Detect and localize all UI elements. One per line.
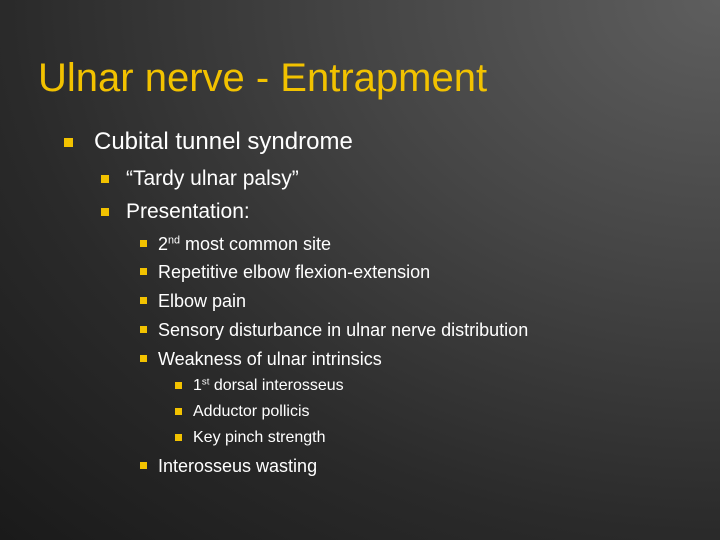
bullet-weakness-intrinsics [158,347,382,371]
bullet-adductor-pollicis [193,401,310,423]
bullet-repetitive-flexion [158,260,430,284]
bullet-text: Presentation: [126,200,250,223]
bullet-marker-icon [101,175,109,183]
bullet-marker-icon [140,462,147,469]
bullet-text: “Tardy ulnar palsy” [126,167,299,190]
slide-title: Ulnar nerve - Entrapment [38,56,488,100]
bullet-marker-icon [140,240,147,247]
bullet-marker-icon [175,382,182,389]
bullet-text: Key pinch strength [193,429,326,446]
bullet-marker-icon [140,355,147,362]
bullet-elbow-pain [158,289,246,313]
bullet-marker-icon [140,268,147,275]
bullet-second-most-common-site [158,232,331,256]
bullet-text: Interosseus wasting [158,456,318,476]
bullet-text: Repetitive elbow flexion-extension [158,262,431,282]
bullet-text: 2nd most common site [158,234,332,254]
bullet-marker-icon [175,408,182,415]
bullet-sensory-disturbance [158,318,528,342]
bullet-marker-icon [175,434,182,441]
bullet-text: Weakness of ulnar intrinsics [158,349,382,369]
bullet-marker-icon [140,326,147,333]
bullet-cubital-tunnel [94,127,353,157]
bullet-presentation [126,199,250,225]
bullet-marker-icon [140,297,147,304]
bullet-text: Cubital tunnel syndrome [94,128,353,155]
bullet-marker-icon [101,208,109,216]
bullet-text: Sensory disturbance in ulnar nerve distribution [158,320,529,340]
bullet-text: 1st dorsal interosseus [193,376,344,394]
bullet-text: Elbow pain [158,291,247,311]
bullet-marker-icon [64,138,73,147]
bullet-dorsal-interosseus [193,375,344,397]
bullet-key-pinch [193,427,326,449]
bullet-tardy-ulnar-palsy [126,166,299,192]
bullet-text: Adductor pollicis [193,403,310,420]
bullet-interosseus-wasting [158,454,317,478]
